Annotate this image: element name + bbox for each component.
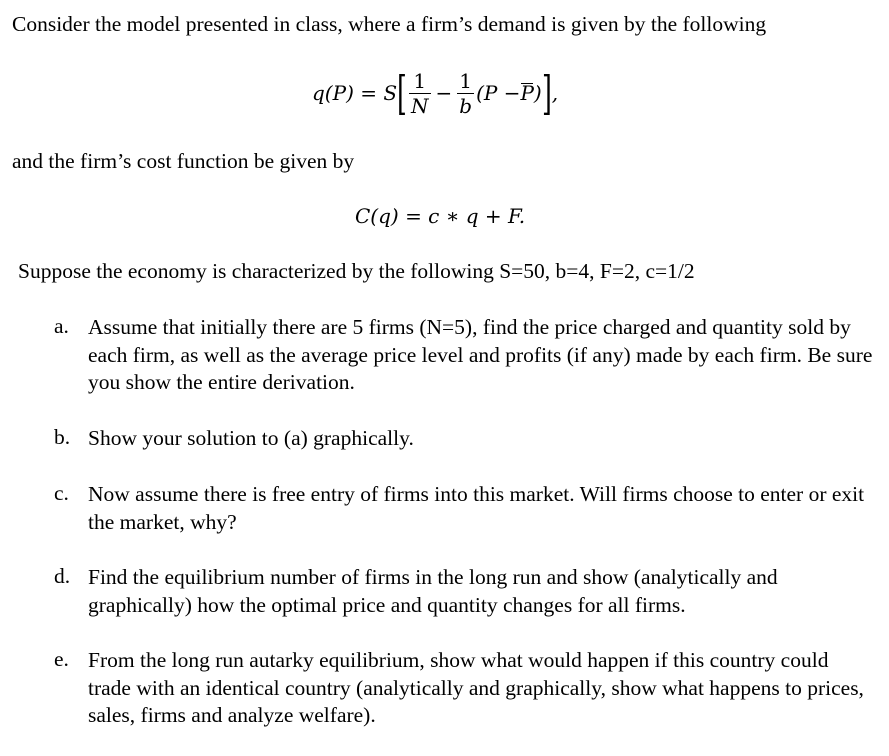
intro-text: Consider the model presented in class, where a firm’s demand is given by the following bbox=[12, 12, 767, 36]
minus-sign: − bbox=[435, 81, 453, 105]
average-price: P bbox=[520, 81, 534, 105]
paren-close: ) bbox=[533, 81, 542, 105]
question-c-letter: c. bbox=[54, 481, 69, 505]
fraction-one-over-n: $\frac{1}{N}$ bbox=[411, 68, 429, 118]
left-bracket: [ bbox=[397, 66, 407, 120]
question-b-letter: b. bbox=[54, 425, 71, 449]
cost-equation: C(q) = c ∗ q + F. bbox=[355, 204, 526, 228]
question-e-text: From the long run autarky equilibrium, show what would happen if this country could trade with an identical country (analytically and graphically, show what happens to prices, sales, firms and analyze welfare). bbox=[88, 648, 864, 727]
question-d-letter: d. bbox=[54, 564, 71, 588]
question-c-text: Now assume there is free entry of firms into this market. Will firms choose to enter or exit the market, why? bbox=[88, 482, 865, 534]
demand-equation bbox=[312, 62, 558, 124]
params-text: Suppose the economy is characterized by the following S=50, b=4, F=2, c=1/2 bbox=[18, 259, 695, 283]
demand-trail: , bbox=[551, 81, 559, 105]
paren-open: (P − bbox=[476, 81, 521, 105]
fraction-one-over-b: $\frac{1}{b}$ bbox=[459, 68, 473, 118]
question-a-letter: a. bbox=[54, 314, 69, 338]
question-a-text: Assume that initially there are 5 firms (N=5), find the price charged and quantity sold by each firm, as well as the average price level and profits (if any) made by each firm. Be sure you show the entire derivation. bbox=[88, 315, 873, 394]
question-b-text: Show your solution to (a) graphically. bbox=[88, 426, 414, 450]
question-d-text: Find the equilibrium number of firms in the long run and show (analytically and graphically) how the optimal price and quantity changes for all firms. bbox=[88, 565, 778, 617]
right-bracket: ] bbox=[541, 66, 552, 120]
cost-intro-text: and the firm’s cost function be given by bbox=[12, 149, 355, 173]
demand-lhs: q(P) = S bbox=[312, 81, 398, 105]
question-e-letter: e. bbox=[54, 647, 69, 671]
